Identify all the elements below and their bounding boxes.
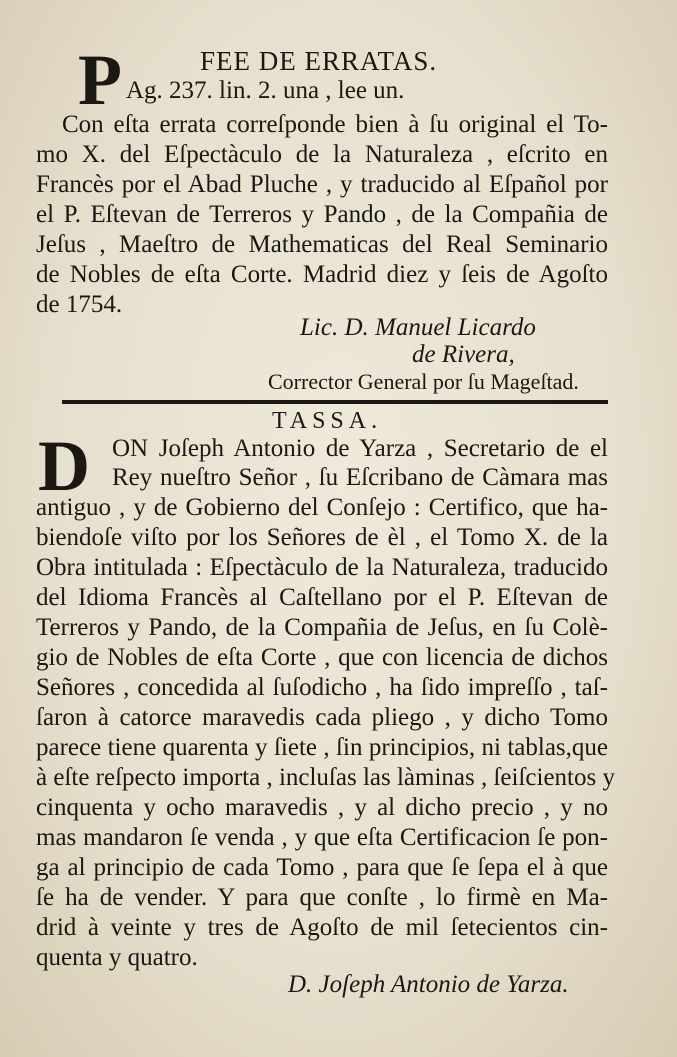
errata-signer-name2: de Rivera, [412, 341, 515, 368]
errata-dropcap: P [78, 40, 122, 120]
tassa-line: cinquenta y ocho maravedis , y al dicho precio , y no [36, 794, 608, 821]
tassa-line: Terreros y Pando, de la Compañia de Jeſus, en ſu Colè- [36, 614, 608, 641]
tassa-line: del Idioma Francès al Caſtellano por el P. Eſtevan de [36, 584, 608, 611]
tassa-line: biendoſe viſto por los Señores de èl , el Tomo X. de la [36, 524, 608, 551]
errata-signer-title: Corrector General por ſu Mageſtad. [268, 369, 579, 394]
tassa-line: ga al principio de cada Tomo , para que ſe ſepa el à que [36, 854, 608, 881]
errata-line: Francès por el Abad Pluche , y traducido al Eſpañol por [36, 171, 608, 198]
tassa-line: mas mandaron ſe venda , y que eſta Certificacion ſe pon- [36, 824, 608, 851]
errata-line: Jeſus , Maeſtro de Mathematicas del Real Seminario [36, 231, 608, 258]
section-divider [62, 400, 608, 404]
errata-line: de Nobles de eſta Corte. Madrid diez y ſeis de Agoſto [36, 261, 608, 288]
errata-signer-name: Lic. D. Manuel Licardo [300, 314, 536, 341]
tassa-line: Señores , concedida al ſuſodicho , ha ſido impreſſo , taſ- [36, 674, 608, 701]
errata-heading: FEE DE ERRATAS. [200, 46, 438, 76]
errata-line: de 1754. [36, 291, 123, 318]
tassa-signature: D. Joſeph Antonio de Yarza. [288, 971, 569, 998]
tassa-line: parece tiene quarenta y ſiete , ſin principios, ni tablas,que [36, 734, 608, 761]
errata-line: Con eſta errata correſponde bien à ſu original el To- [62, 111, 608, 138]
errata-line: mo X. del Eſpectàculo de la Naturaleza , eſcrito en [36, 141, 608, 168]
errata-line: el P. Eſtevan de Terreros y Pando , de la Compañia de [36, 201, 608, 228]
tassa-line: gio de Nobles de eſta Corte , que con licencia de dichos [36, 644, 608, 671]
tassa-line: ſe ha de vender. Y para que conſte , lo firmè en Ma- [36, 884, 608, 911]
tassa-line: ON Joſeph Antonio de Yarza , Secretario de el [112, 435, 608, 462]
errata-line: Ag. 237. lin. 2. una , lee un. [126, 77, 405, 104]
tassa-line: Rey nueſtro Señor , ſu Eſcribano de Càmara mas [112, 464, 608, 491]
tassa-line: Obra intitulada : Eſpectàculo de la Naturaleza, traducido [36, 554, 608, 581]
tassa-line: antiguo , y de Gobierno del Conſejo : Certifico, que ha- [36, 494, 608, 521]
tassa-heading: TASSA. [272, 408, 383, 434]
tassa-line: ſaron à catorce maravedis cada pliego , y dicho Tomo [36, 704, 608, 731]
tassa-dropcap: D [38, 426, 90, 506]
tassa-line: à eſte reſpecto importa , incluſas las làminas , ſeiſcientos y [36, 764, 615, 791]
tassa-line: quenta y quatro. [36, 944, 198, 971]
tassa-line: drid à veinte y tres de Agoſto de mil ſetecientos cin- [36, 914, 608, 941]
